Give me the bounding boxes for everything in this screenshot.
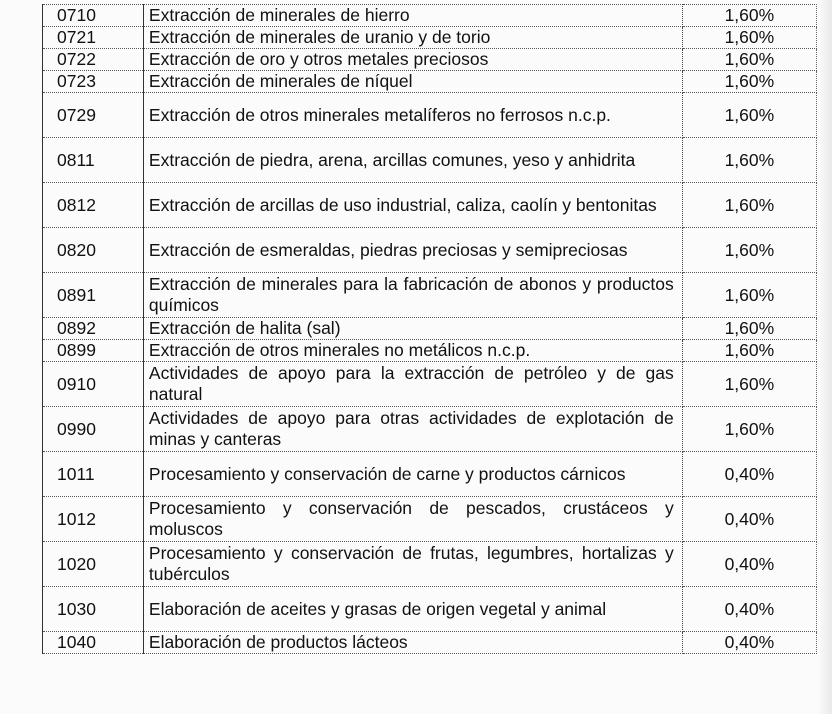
activity-code: 0899 <box>43 340 144 362</box>
table-row <box>43 183 817 228</box>
table-row <box>43 93 817 138</box>
activity-rate: 1,60% <box>682 318 816 340</box>
activity-description: Procesamiento y conservación de frutas, legumbres, hortalizas y tubérculos <box>143 542 682 587</box>
table-row <box>43 5 817 27</box>
activity-description: Extracción de esmeraldas, piedras preciosas y semipreciosas <box>143 228 682 273</box>
activity-rate: 1,60% <box>682 49 816 71</box>
activity-rate: 0,40% <box>682 632 816 654</box>
activity-description: Elaboración de aceites y grasas de origen vegetal y animal <box>143 587 682 632</box>
activity-description: Extracción de piedra, arena, arcillas comunes, yeso y anhidrita <box>143 138 682 183</box>
table-row <box>43 407 817 452</box>
activity-code: 1030 <box>43 587 144 632</box>
activity-rate: 0,40% <box>682 452 816 497</box>
activity-description: Extracción de minerales de níquel <box>143 71 682 93</box>
table-row <box>43 497 817 542</box>
activity-description: Extracción de arcillas de uso industrial, caliza, caolín y bentonitas <box>143 183 682 228</box>
activity-code: 0710 <box>43 5 144 27</box>
activity-rate: 1,60% <box>682 183 816 228</box>
activity-code: 0910 <box>43 362 144 407</box>
activity-rate: 0,40% <box>682 587 816 632</box>
activity-rate: 1,60% <box>682 340 816 362</box>
table-row <box>43 228 817 273</box>
table-row <box>43 138 817 183</box>
table-row <box>43 27 817 49</box>
activity-description: Actividades de apoyo para la extracción de petróleo y de gas natural <box>143 362 682 407</box>
activity-code: 1011 <box>43 452 144 497</box>
activity-code: 1040 <box>43 632 144 654</box>
table-row <box>43 71 817 93</box>
activity-rate: 1,60% <box>682 407 816 452</box>
page-edge-shadow <box>818 0 832 714</box>
activity-rate: 1,60% <box>682 362 816 407</box>
activity-rate: 1,60% <box>682 93 816 138</box>
activity-code: 0820 <box>43 228 144 273</box>
activity-description: Extracción de minerales para la fabricación de abonos y productos químicos <box>143 273 682 318</box>
activity-code: 0721 <box>43 27 144 49</box>
activity-code: 0990 <box>43 407 144 452</box>
activity-rate: 0,40% <box>682 497 816 542</box>
activity-code: 1012 <box>43 497 144 542</box>
activity-code: 0723 <box>43 71 144 93</box>
activity-rate: 1,60% <box>682 5 816 27</box>
activity-code: 0729 <box>43 93 144 138</box>
activity-code: 0811 <box>43 138 144 183</box>
activity-rate: 1,60% <box>682 27 816 49</box>
activity-code: 0891 <box>43 273 144 318</box>
activity-description: Elaboración de productos lácteos <box>143 632 682 654</box>
table-row <box>43 542 817 587</box>
activity-description: Extracción de minerales de hierro <box>143 5 682 27</box>
table-row <box>43 340 817 362</box>
activity-rate: 1,60% <box>682 273 816 318</box>
activity-rate: 1,60% <box>682 228 816 273</box>
activity-rate: 1,60% <box>682 71 816 93</box>
table-row <box>43 273 817 318</box>
activity-description: Extracción de minerales de uranio y de torio <box>143 27 682 49</box>
activity-code: 0892 <box>43 318 144 340</box>
activity-description: Procesamiento y conservación de carne y productos cárnicos <box>143 452 682 497</box>
table-body <box>43 5 817 654</box>
table-row <box>43 362 817 407</box>
activity-rate: 1,60% <box>682 138 816 183</box>
activity-description: Extracción de halita (sal) <box>143 318 682 340</box>
activity-code: 0812 <box>43 183 144 228</box>
activity-description: Extracción de otros minerales no metálicos n.c.p. <box>143 340 682 362</box>
activity-description: Extracción de otros minerales metalíferos no ferrosos n.c.p. <box>143 93 682 138</box>
activity-rate-table <box>42 4 817 654</box>
activity-description: Actividades de apoyo para otras actividades de explotación de minas y canteras <box>143 407 682 452</box>
activity-code: 1020 <box>43 542 144 587</box>
activity-code: 0722 <box>43 49 144 71</box>
table-row <box>43 49 817 71</box>
activity-rate: 0,40% <box>682 542 816 587</box>
table-row <box>43 587 817 632</box>
activity-description: Procesamiento y conservación de pescados, crustáceos y moluscos <box>143 497 682 542</box>
table-row <box>43 452 817 497</box>
table-row <box>43 318 817 340</box>
table-row <box>43 632 817 654</box>
activity-description: Extracción de oro y otros metales preciosos <box>143 49 682 71</box>
